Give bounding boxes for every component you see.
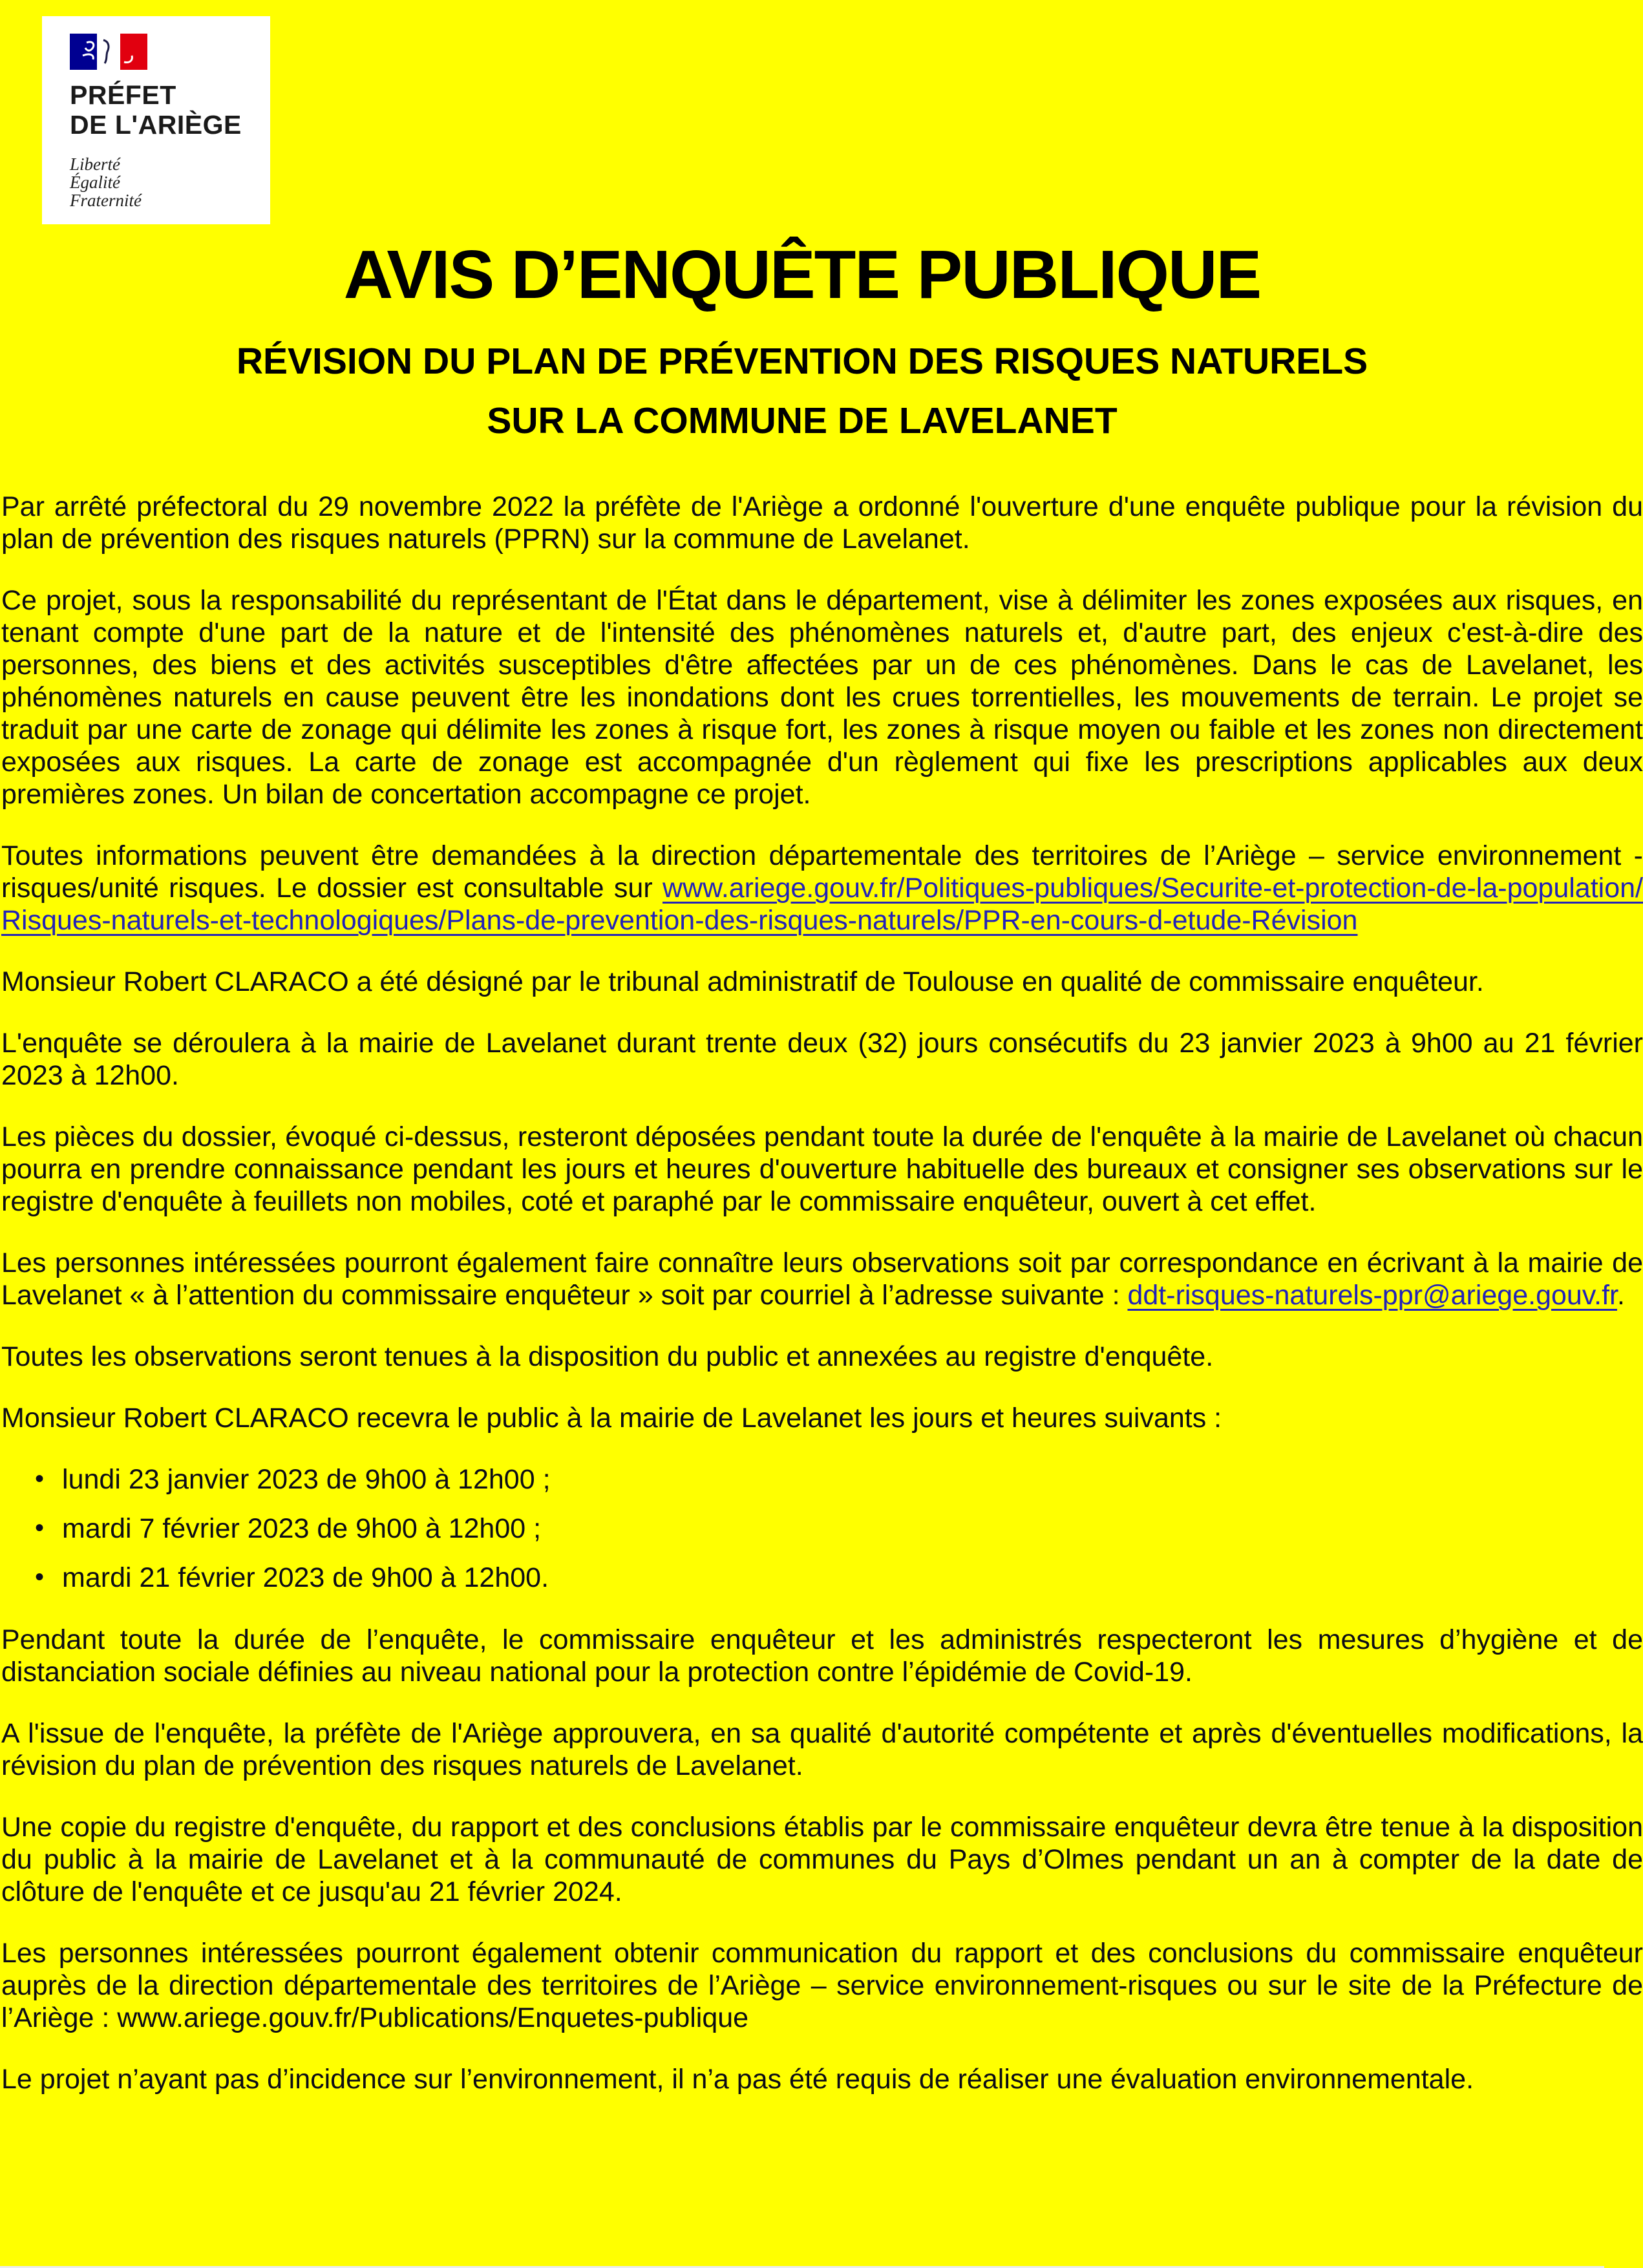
subtitle-revision: RÉVISION DU PLAN DE PRÉVENTION DES RISQUES NATURELS <box>236 341 1368 382</box>
logo-title-line1: PRÉFET <box>70 80 176 110</box>
paragraph-issue-enquete: A l'issue de l'enquête, la préfète de l'Ariège approuvera, en sa qualité d'autorité compétente et après d'éventuelles modifications, la révision du plan de prévention des risques naturels de Lavelanet. <box>1 1718 1643 1781</box>
email-link[interactable]: ddt-risques-naturels-ppr@ariege.gouv.fr <box>1127 1280 1617 1311</box>
notice-body <box>0 491 1643 2095</box>
prefecture-logo <box>42 16 270 224</box>
paragraph-arrete: Par arrêté préfectoral du 29 novembre 2022 la préfète de l'Ariège a ordonné l'ouverture d'une enquête publique pour la révision du plan de prévention des risques naturels (PPRN) sur la commune de Lavelanet. <box>1 491 1643 555</box>
paragraph-commissaire: Monsieur Robert CLARACO a été désigné par le tribunal administratif de Toulouse en qualité de commissaire enquêteur. <box>1 966 1484 997</box>
paragraph-projet: Ce projet, sous la responsabilité du représentant de l'État dans le département, vise à délimiter les zones exposées aux risques, en tenant compte d'une part de la nature et de l'intensité des phénomènes naturels et, d'autre part, des enjeux c'est-à-dire des personnes, des biens et des activités susceptibles d'être affectées par un de ces phénomènes. Dans le cas de Lavelanet, les phénomènes naturels en cause peuvent être les inondations dont les crues torrentielles, les mouvements de terrain. Le projet se traduit par une carte de zonage qui délimite les zones à risque fort, les zones à risque moyen ou faible et les zones non directement exposées aux risques. La carte de zonage est accompagnée d'un règlement qui fixe les prescriptions applicables aux deux premières zones. Un bilan de concertation accompagne ce projet. <box>1 585 1643 810</box>
paragraph-copie-registre: Une copie du registre d'enquête, du rapport et des conclusions établis par le commissaire enquêteur devra être tenue à la disposition du public à la mairie de Lavelanet et à la communauté de communes du Pays d’Olmes pendant un an à compter de la date de clôture de l'enquête et ce jusqu'au 21 février 2024. <box>1 1812 1643 1907</box>
paragraph-registre: Toutes les observations seront tenues à la disposition du public et annexées au registre d'enquête. <box>1 1341 1214 1372</box>
schedule-item-3: • mardi 21 février 2023 de 9h00 à 12h00. <box>35 1562 1643 1595</box>
motto-liberte: Liberté <box>70 154 120 174</box>
paragraph-observations-text: Les personnes intéressées pourront également faire connaître leurs observations soit par correspondance en écrivant à la mairie de Lavelanet « à l’attention du commissaire enquêteur » soit par courriel à l’adresse suivante : <box>1 1247 1643 1311</box>
paragraph-observations-tail: . <box>1616 1280 1625 1311</box>
paragraph-observations <box>1 1247 1643 1311</box>
motto-egalite: Égalité <box>70 173 120 192</box>
paragraph-duree-enquete: L'enquête se déroulera à la mairie de Lavelanet durant trente deux (32) jours consécutifs du 23 janvier 2023 à 9h00 au 21 février 2023 à 12h00. <box>1 1028 1643 1091</box>
logo-motto <box>70 155 257 209</box>
logo-title <box>70 80 257 140</box>
dossier-consultation-link[interactable]: www.ariege.gouv.fr/Politiques-publiques/Securite-et-protection-de-la-population/Risques-naturels-et-technologiques/Plans-de-prevention-des-risques-naturels/PPR-en-cours-d-etude-Révision <box>1 873 1643 936</box>
paragraph-informations-text: Toutes informations peuvent être demandées à la direction départementale des territoires de l’Ariège – service environnement - risques/unité risques. Le dossier est consultable sur <box>1 840 1643 904</box>
schedule-item-2: • mardi 7 février 2023 de 9h00 à 12h00 ; <box>35 1512 1643 1545</box>
paragraph-permanences: Monsieur Robert CLARACO recevra le public à la mairie de Lavelanet les jours et heures suivants : <box>1 1403 1222 1434</box>
paragraph-communication-rapport: Les personnes intéressées pourront également obtenir communication du rapport et des conclusions du commissaire enquêteur auprès de la direction départementale des territoires de l’Ariège – service environnement-risques ou sur le site de la Préfecture de l’Ariège : www.ariege.gouv.fr/Publications/Enquetes-publique <box>1 1938 1643 2033</box>
motto-fraternite: Fraternité <box>70 191 142 210</box>
permanence-schedule-list <box>1 1463 1643 1595</box>
paragraph-informations <box>1 840 1643 937</box>
paragraph-covid: Pendant toute la durée de l’enquête, le commissaire enquêteur et les administrés respecteront les mesures d’hygiène et de distanciation sociale définies au niveau national pour la protection contre l’épidémie de Covid-19. <box>1 1624 1643 1688</box>
subtitle-commune: SUR LA COMMUNE DE LAVELANET <box>487 400 1118 441</box>
schedule-item-1: • lundi 23 janvier 2023 de 9h00 à 12h00 ; <box>35 1463 1643 1496</box>
paragraph-pieces-dossier: Les pièces du dossier, évoqué ci-dessus, resteront déposées pendant toute la durée de l'enquête à la mairie de Lavelanet où chacun pourra en prendre connaissance pendant les jours et heures d'ouverture habituelle des bureaux et consigner ses observations sur le registre d'enquête à feuillets non mobiles, coté et paraphé par le commissaire enquêteur, ouvert à cet effet. <box>1 1121 1643 1217</box>
paragraph-evaluation-environnementale: Le projet n’ayant pas d’incidence sur l’environnement, il n’a pas été requis de réaliser une évaluation environnementale. <box>1 2064 1474 2095</box>
page-title: AVIS D’ENQUÊTE PUBLIQUE <box>343 237 1261 313</box>
logo-title-line2: DE L'ARIÈGE <box>70 110 242 140</box>
french-flag-marianne-icon <box>70 34 147 70</box>
